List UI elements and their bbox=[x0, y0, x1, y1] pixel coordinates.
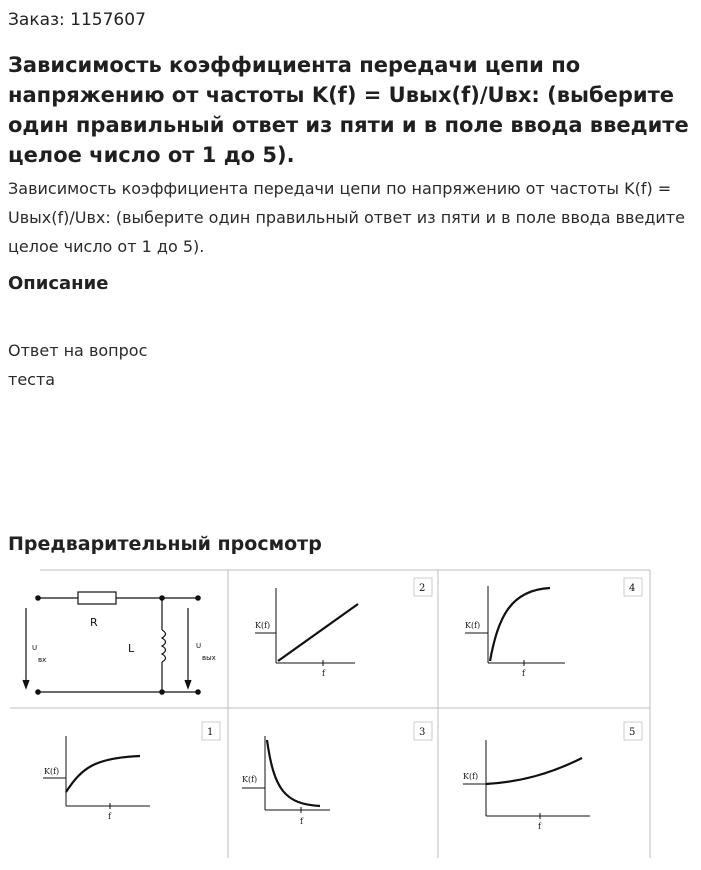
graph-curve bbox=[486, 758, 582, 784]
graph-number: 5 bbox=[629, 727, 636, 738]
graph-number: 3 bbox=[419, 727, 426, 738]
graph-ylabel: K(f) bbox=[463, 772, 479, 781]
answer-text: Ответ на вопрос теста bbox=[8, 341, 148, 389]
graph-curve bbox=[267, 740, 320, 806]
inductor-symbol bbox=[162, 630, 166, 662]
order-number: Заказ: 1157607 bbox=[8, 10, 146, 30]
resistor-label: R bbox=[90, 616, 98, 629]
graph-curve bbox=[66, 756, 140, 792]
graph-number: 4 bbox=[629, 583, 636, 594]
graph-ylabel: K(f) bbox=[255, 621, 271, 630]
graph-curve bbox=[278, 604, 358, 661]
circuit-diagram bbox=[23, 592, 200, 694]
graph-4 bbox=[465, 578, 642, 678]
input-voltage-sub: вх bbox=[38, 656, 47, 664]
description-heading: Описание bbox=[8, 273, 109, 294]
graph-ylabel: K(f) bbox=[465, 621, 481, 630]
graph-xlabel: f bbox=[300, 817, 303, 826]
graph-number: 2 bbox=[419, 583, 426, 594]
graph-number: 1 bbox=[207, 727, 214, 738]
preview-grid bbox=[10, 570, 650, 858]
question-description: Зависимость коэффициента передачи цепи по напряжению от частоты K(f) = Uвых(f)/Uвх: (выберите один правильный ответ из пяти и в поле ввода введите целое число от 1 до 5). bbox=[8, 179, 685, 256]
graph-xlabel: f bbox=[538, 822, 541, 831]
output-voltage-label: U bbox=[196, 642, 202, 650]
inductor-label: L bbox=[128, 642, 135, 655]
graph-xlabel: f bbox=[522, 669, 525, 678]
output-voltage-sub: вых bbox=[202, 654, 216, 662]
graph-ylabel: K(f) bbox=[44, 767, 60, 776]
graph-ylabel: K(f) bbox=[242, 775, 258, 784]
graph-2 bbox=[255, 578, 432, 678]
input-voltage-label: U bbox=[32, 644, 38, 652]
page-title: Зависимость коэффициента передачи цепи по напряжению от частоты K(f) = Uвых(f)/Uвх: (выберите один правильный ответ из пяти и в поле ввода введите целое число от 1 до 5). bbox=[8, 53, 689, 167]
preview-image bbox=[10, 568, 655, 860]
graph-3 bbox=[242, 722, 432, 826]
graph-1 bbox=[43, 722, 220, 821]
graph-xlabel: f bbox=[108, 812, 111, 821]
graph-curve bbox=[490, 588, 550, 661]
graph-5 bbox=[463, 722, 642, 831]
graph-xlabel: f bbox=[322, 669, 325, 678]
resistor-symbol bbox=[78, 592, 116, 604]
preview-heading: Предварительный просмотр bbox=[8, 533, 322, 555]
